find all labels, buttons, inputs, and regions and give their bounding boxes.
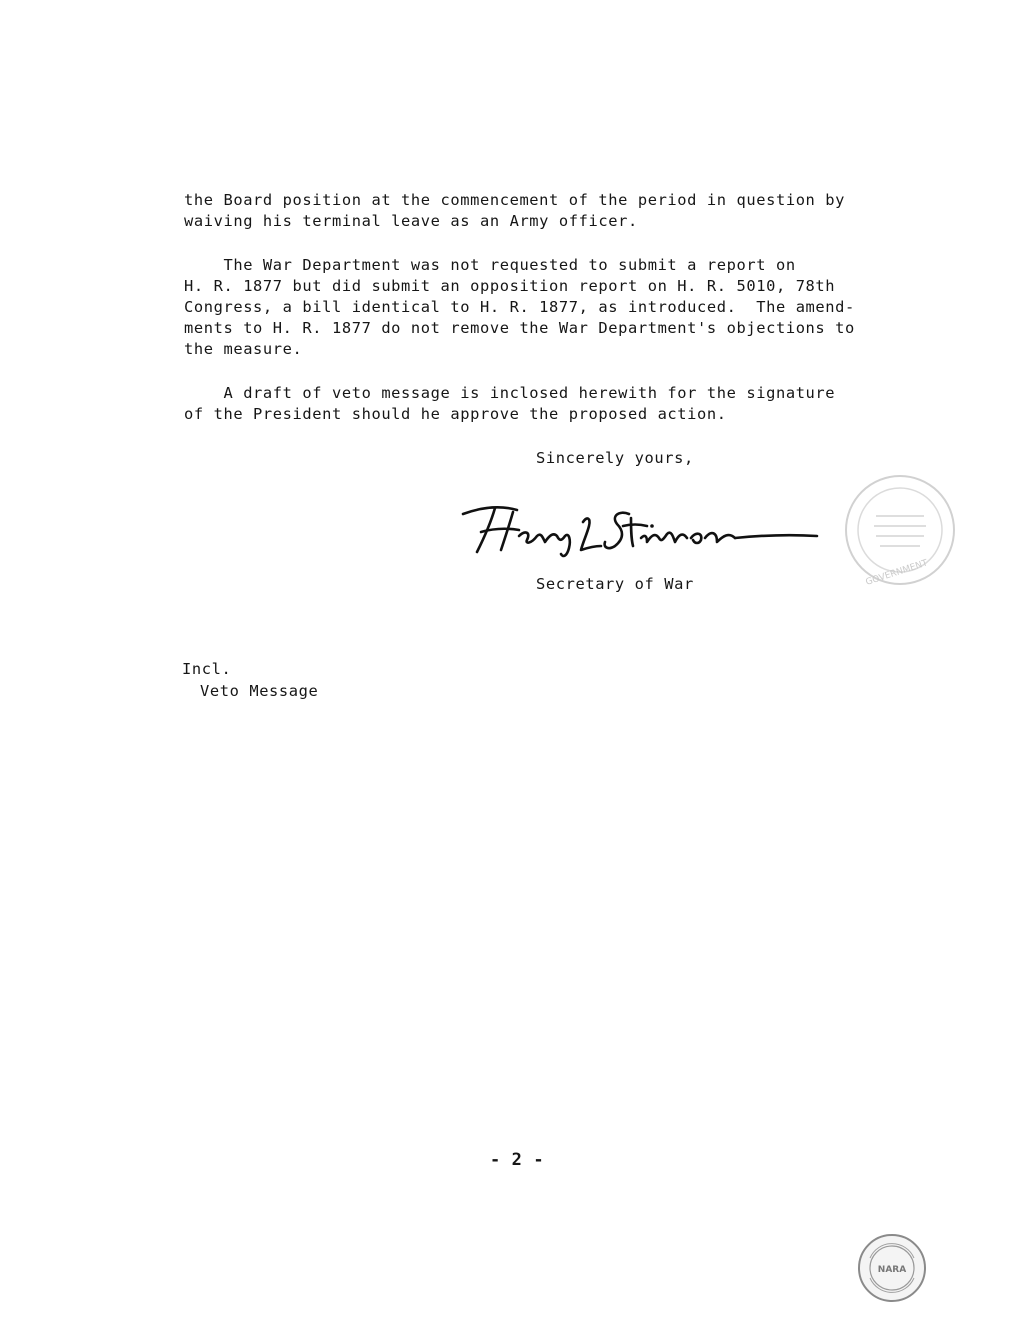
- paragraph-2-line-3: Congress, a bill identical to H. R. 1877, as introduced. The amend-: [184, 298, 855, 316]
- svg-text:GOVERNMENT: GOVERNMENT: [864, 558, 929, 588]
- paragraph-2-line-1: The War Department was not requested to submit a report on: [184, 256, 796, 274]
- paragraph-1-line-2: waiving his terminal leave as an Army officer.: [184, 212, 638, 230]
- page-number: - 2 -: [490, 1150, 545, 1170]
- paragraph-3-line-2: of the President should he approve the proposed action.: [184, 405, 727, 423]
- signer-title: Secretary of War: [536, 575, 694, 593]
- received-stamp: [840, 470, 960, 590]
- paragraph-3-line-1: A draft of veto message is inclosed herewith for the signature: [184, 384, 836, 402]
- paragraph-1-line-1: the Board position at the commencement of the period in question by: [184, 191, 846, 209]
- enclosure-label: Incl.: [182, 660, 232, 678]
- signature-image: [455, 496, 825, 566]
- enclosure-item: Veto Message: [200, 682, 319, 700]
- closing: Sincerely yours,: [536, 449, 694, 467]
- paragraph-2-line-4: ments to H. R. 1877 do not remove the War Department's objections to: [184, 319, 855, 337]
- paragraph-2-line-5: the measure.: [184, 340, 303, 358]
- svg-text:NARA: NARA: [877, 1265, 907, 1275]
- paragraph-2-line-2: H. R. 1877 but did submit an opposition report on H. R. 5010, 78th: [184, 277, 836, 295]
- archive-seal: [856, 1232, 928, 1304]
